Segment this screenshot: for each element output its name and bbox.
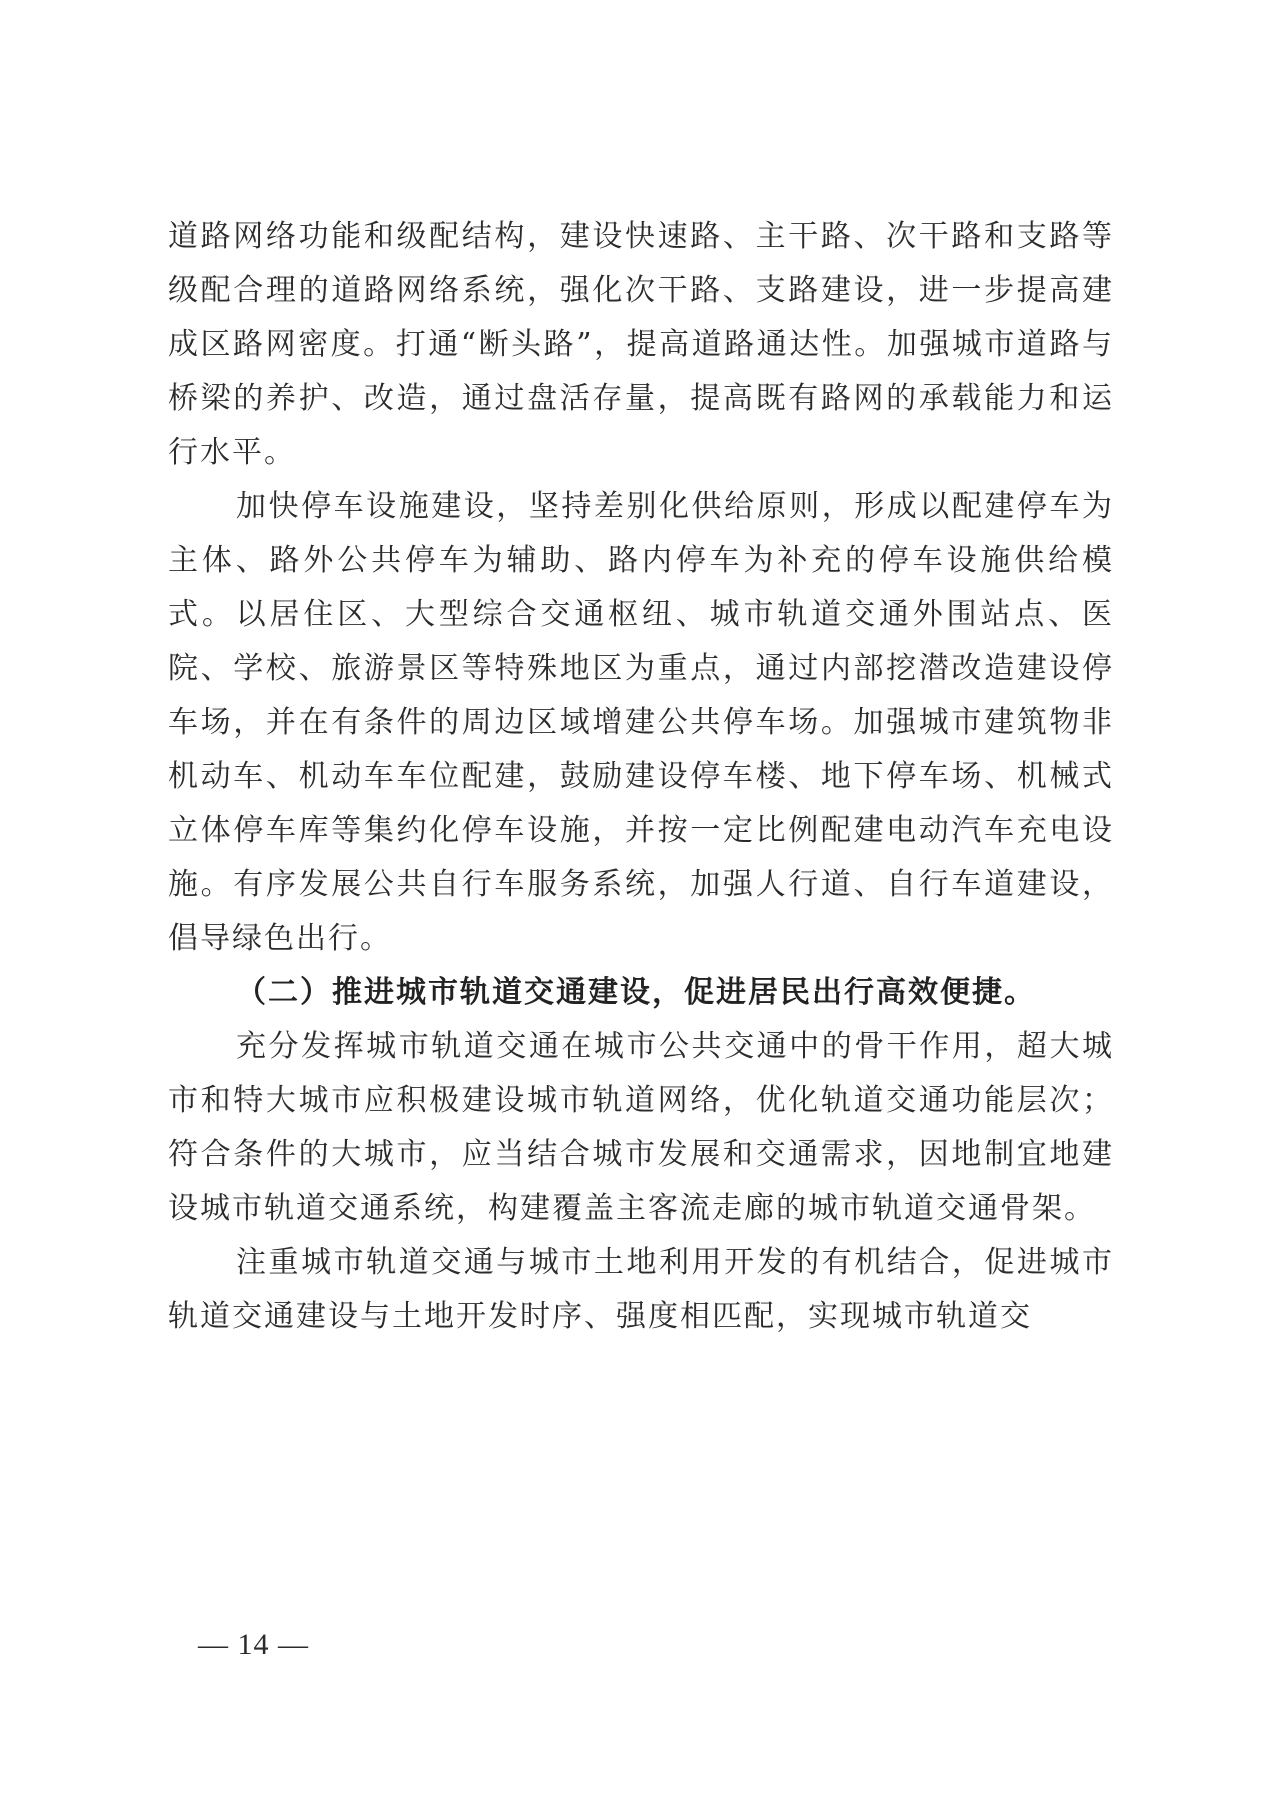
paragraph-rail-backbone: 充分发挥城市轨道交通在城市公共交通中的骨干作用，超大城市和特大城市应积极建设城市轨道网络，优化轨道交通功能层次；符合条件的大城市，应当结合城市发展和交通需求，因地制宜地建设城市轨道交通系统，构建覆盖主客流走廊的城市轨道交通骨架。 [168,1029,1114,1226]
page-number: — 14 — [198,1628,309,1661]
document-body [168,210,1114,1344]
paragraph-parking-facilities: 加快停车设施建设，坚持差别化供给原则，形成以配建停车为主体、路外公共停车为辅助、路内停车为补充的停车设施供给模式。以居住区、大型综合交通枢纽、城市轨道交通外围站点、医院、学校、旅游景区等特殊地区为重点，通过内部挖潜改造建设停车场，并在有条件的周边区域增建公共停车场。加强城市建筑物非机动车、机动车车位配建，鼓励建设停车楼、地下停车场、机械式立体停车库等集约化停车设施，并按一定比例配建电动汽车充电设施。有序发展公共自行车服务系统，加强人行道、自行车道建设，倡导绿色出行。 [168,489,1114,956]
paragraph-rail-land-use: 注重城市轨道交通与城市土地利用开发的有机结合，促进城市轨道交通建设与土地开发时序、强度相匹配，实现城市轨道交 [168,1245,1114,1334]
section-heading-rail-transit: （二）推进城市轨道交通建设，促进居民出行高效便捷。 [236,975,1036,1010]
paragraph-road-network: 道路网络功能和级配结构，建设快速路、主干路、次干路和支路等级配合理的道路网络系统，强化次干路、支路建设，进一步提高建成区路网密度。打通“断头路”，提高道路通达性。加强城市道路与桥梁的养护、改造，通过盘活存量，提高既有路网的承载能力和运行水平。 [168,219,1114,470]
